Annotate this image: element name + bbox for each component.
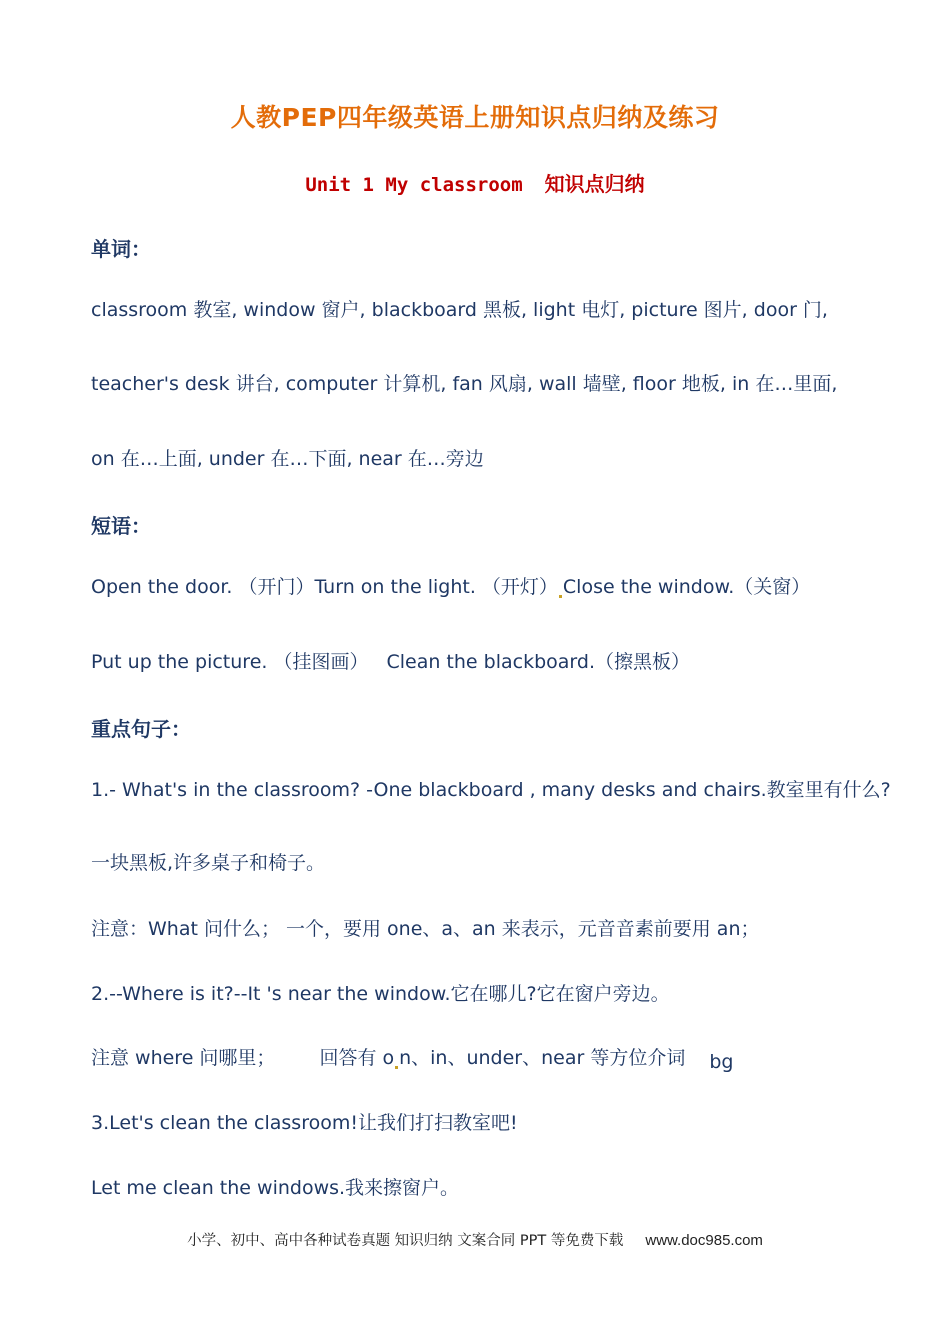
phrase-put-up: Put up the picture. （挂图画） [91, 651, 369, 673]
document-title: 人教PEP四年级英语上册知识点归纳及练习 [230, 103, 720, 132]
unit-name: Unit 1 My classroom [305, 174, 523, 196]
unit-subtitle [0, 168, 950, 197]
footer-url: www.doc985.com [645, 1232, 763, 1249]
note-1: 注意：What 问什么； 一个，要用 one、a、an 来表示，元音音素前要用 an； [91, 918, 760, 940]
phrases-line-1 [91, 572, 810, 599]
note-2-where: 注意 where 问哪里； [91, 1047, 276, 1069]
note-2 [91, 1043, 733, 1073]
footer-text: 小学、初中、高中各种试卷真题 知识归纳 文案合同 PPT 等免费下载 [187, 1233, 624, 1249]
vocab-line-2: teacher's desk 讲台, computer 计算机, fan 风扇, wall 墙壁, floor 地板, in 在…里面, [91, 373, 838, 395]
phrases-heading: 短语： [91, 514, 151, 538]
note-2-answer-b: n、in、under、near 等方位介词 [399, 1047, 686, 1069]
sentence-1-cn: 一块黑板,许多桌子和椅子。 [91, 852, 326, 874]
sentence-2: 2.--Where is it?--It 's near the window.它在哪儿?它在窗户旁边。 [91, 983, 670, 1005]
phrase-close-window: Close the window.（关窗） [562, 576, 811, 598]
phrase-clean-blackboard: Clean the blackboard.（擦黑板） [386, 651, 690, 673]
phrase-open-turn: Open the door. （开门）Turn on the light. （开灯） [91, 576, 558, 598]
vocab-line-1: classroom 教室, window 窗户, blackboard 黑板, light 电灯, picture 图片, door 门, [91, 299, 828, 321]
unit-label: 知识点归纳 [544, 172, 645, 196]
phrases-line-2 [91, 647, 690, 674]
vocab-heading: 单词： [91, 237, 151, 261]
page-footer [0, 1229, 950, 1250]
typo-mark [559, 595, 562, 598]
sentence-1-en: 1.- What's in the classroom? -One blackboard , many desks and chairs.教室里有什么? [91, 779, 891, 801]
sentence-3: 3.Let's clean the classroom!让我们打扫教室吧! [91, 1112, 518, 1134]
sentences-heading: 重点句子： [91, 717, 191, 741]
note-2-answer-a: 回答有 o [319, 1047, 395, 1069]
sentence-4: Let me clean the windows.我来擦窗户。 [91, 1177, 460, 1199]
vocab-line-3: on 在…上面, under 在…下面, near 在…旁边 [91, 448, 484, 470]
stray-text: bg [709, 1051, 734, 1073]
typo-mark [395, 1066, 398, 1069]
